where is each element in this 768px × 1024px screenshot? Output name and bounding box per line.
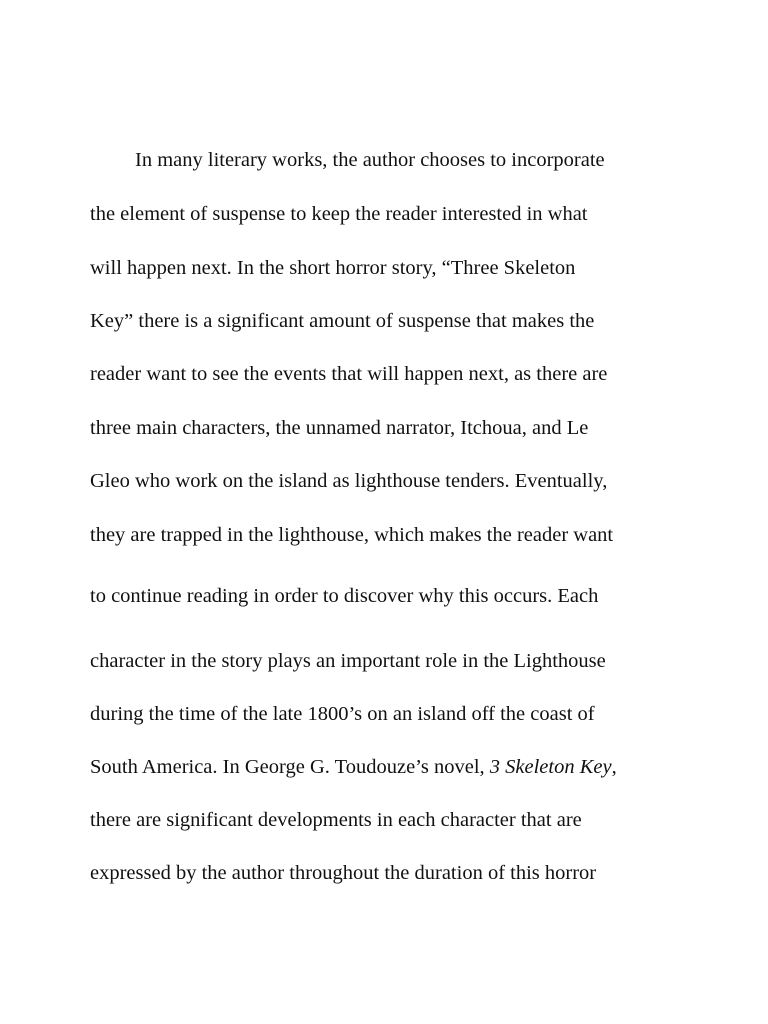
text-line: In many literary works, the author chooses to incorporate — [135, 149, 605, 171]
text-line: during the time of the late 1800’s on an island off the coast of — [90, 703, 595, 725]
text-line: will happen next. In the short horror story, “Three Skeleton — [90, 257, 576, 279]
text-line: reader want to see the events that will happen next, as there are — [90, 363, 608, 385]
text-segment: , — [611, 756, 617, 778]
text-line: they are trapped in the lighthouse, which makes the reader want — [90, 524, 614, 546]
text-line: to continue reading in order to discover why this occurs. Each — [90, 585, 599, 607]
text-line: there are significant developments in each character that are — [90, 809, 582, 831]
text-line: the element of suspense to keep the reader interested in what — [90, 203, 588, 225]
book-title: 3 Skeleton Key — [489, 756, 612, 778]
text-line: Key” there is a significant amount of suspense that makes the — [90, 310, 595, 332]
text-line: expressed by the author throughout the duration of this horror — [90, 862, 597, 884]
text-line: three main characters, the unnamed narrator, Itchoua, and Le — [90, 417, 589, 439]
text-line-with-title — [90, 755, 690, 779]
text-line: Gleo who work on the island as lighthouse tenders. Eventually, — [90, 470, 608, 492]
text-line: character in the story plays an important role in the Lighthouse — [90, 650, 606, 672]
text-segment: South America. In George G. Toudouze’s novel, — [90, 756, 490, 778]
